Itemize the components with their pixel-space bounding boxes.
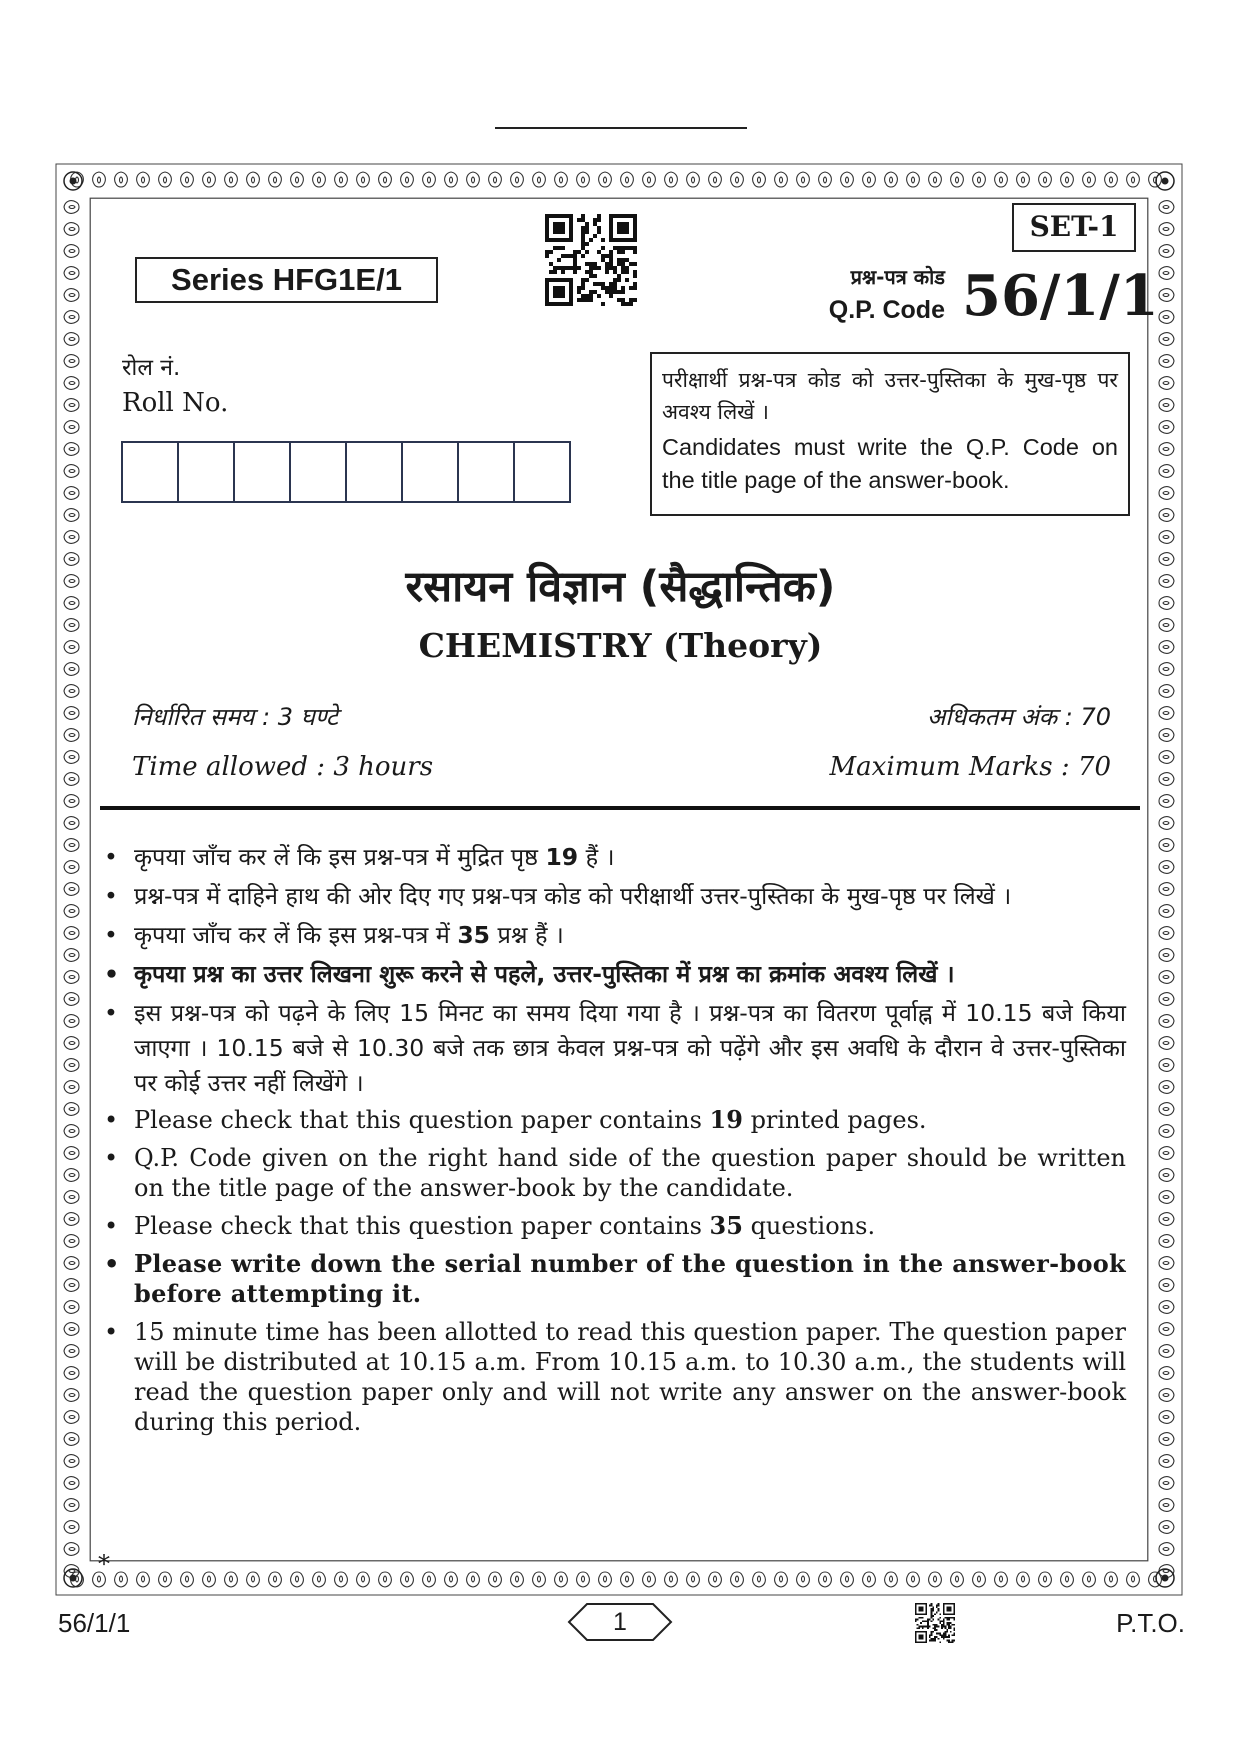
instruction-item: • Please write down the serial number of the question in the answer-book before attempting it. — [96, 1249, 1126, 1309]
instruction-item: • कृपया प्रश्न का उत्तर लिखना शुरू करने से पहले, उत्तर-पुस्तिका में प्रश्न का क्रमांक अवश्य लिखें । — [96, 957, 1126, 992]
time-allowed: Time allowed : 3 hours — [132, 752, 434, 782]
instruction-item: • 15 minute time has been allotted to read this question paper. The question paper will be distributed at 10.15 a.m. From 10.15 a.m. to 10.30 a.m., the students will read the question paper only and will not write any answer on the answer-book during this period. — [96, 1317, 1126, 1437]
roll-label: Roll No. — [122, 388, 229, 418]
notice-hindi: परीक्षार्थी प्रश्न-पत्र कोड को उत्तर-पुस्तिका के मुख-पृष्ठ पर अवश्य लिखें । — [662, 368, 1118, 424]
page-number: 1 — [613, 1608, 627, 1636]
instruction-item: • इस प्रश्न-पत्र को पढ़ने के लिए 15 मिनट का समय दिया गया है । प्रश्न-पत्र का वितरण पूर्वाह्न में 10.15 बजे किया जाएगा । 10.15 बजे से 10.30 बजे तक छात्र केवल प्रश्न-पत्र को पढ़ेंगे और इस अवधि के दौरान वे उत्तर-पुस्तिका पर कोई उत्तर नहीं लिखेंगे । — [96, 996, 1126, 1101]
series-label: Series HFG1E/1 — [135, 257, 438, 303]
subject-title-hindi: रसायन विज्ञान (सैद्धान्तिक) — [405, 562, 836, 612]
roll-digit-box[interactable] — [121, 441, 179, 503]
max-marks-hindi: अधिकतम अंक : 70 — [926, 703, 1111, 731]
roll-digit-box[interactable] — [401, 441, 459, 503]
subject-title: CHEMISTRY (Theory) — [418, 626, 823, 665]
instruction-item: • प्रश्न-पत्र में दाहिने हाथ की ओर दिए गए प्रश्न-पत्र कोड को परीक्षार्थी उत्तर-पुस्तिका के मुख-पृष्ठ पर लिखें । — [96, 879, 1126, 914]
instruction-item: • Please check that this question paper contains 19 printed pages. — [96, 1105, 1126, 1135]
roll-digit-box[interactable] — [457, 441, 515, 503]
roll-digit-box[interactable] — [233, 441, 291, 503]
roll-number-boxes — [121, 441, 569, 503]
instructions-list — [96, 840, 1126, 1445]
qp-code-label: Q.P. Code — [828, 296, 945, 324]
qp-code-notice — [650, 352, 1130, 516]
asterisk-mark: * — [98, 1550, 110, 1578]
top-rule — [495, 127, 747, 129]
footer-qp-code: 56/1/1 — [58, 1608, 131, 1638]
divider — [100, 806, 1140, 810]
time-allowed-hindi: निर्धारित समय : 3 घण्टे — [132, 703, 339, 731]
max-marks: Maximum Marks : 70 — [829, 752, 1111, 782]
qp-code: 56/1/1 — [962, 263, 1159, 329]
roll-digit-box[interactable] — [345, 441, 403, 503]
qr-code-small-icon — [915, 1603, 955, 1643]
roll-label-hindi: रोल नं. — [122, 355, 181, 381]
pto-label: P.T.O. — [1116, 1608, 1185, 1638]
instruction-item: • Q.P. Code given on the right hand side of the question paper should be written on the title page of the answer-book by the candidate. — [96, 1143, 1126, 1203]
qp-code-label-hindi: प्रश्न-पत्र कोड — [850, 265, 945, 289]
instruction-item: • कृपया जाँच कर लें कि इस प्रश्न-पत्र में मुद्रित पृष्ठ 19 हैं । — [96, 840, 1126, 875]
instruction-item: • Please check that this question paper contains 35 questions. — [96, 1211, 1126, 1241]
page-number-tag — [567, 1602, 673, 1642]
instruction-item: • कृपया जाँच कर लें कि इस प्रश्न-पत्र में 35 प्रश्न हैं । — [96, 918, 1126, 953]
notice-english: Candidates must write the Q.P. Code on the title page of the answer-book. — [662, 434, 1118, 493]
roll-digit-box[interactable] — [289, 441, 347, 503]
qr-code-icon — [545, 214, 637, 306]
set-label: SET-1 — [1012, 203, 1136, 252]
roll-digit-box[interactable] — [513, 441, 571, 503]
roll-digit-box[interactable] — [177, 441, 235, 503]
